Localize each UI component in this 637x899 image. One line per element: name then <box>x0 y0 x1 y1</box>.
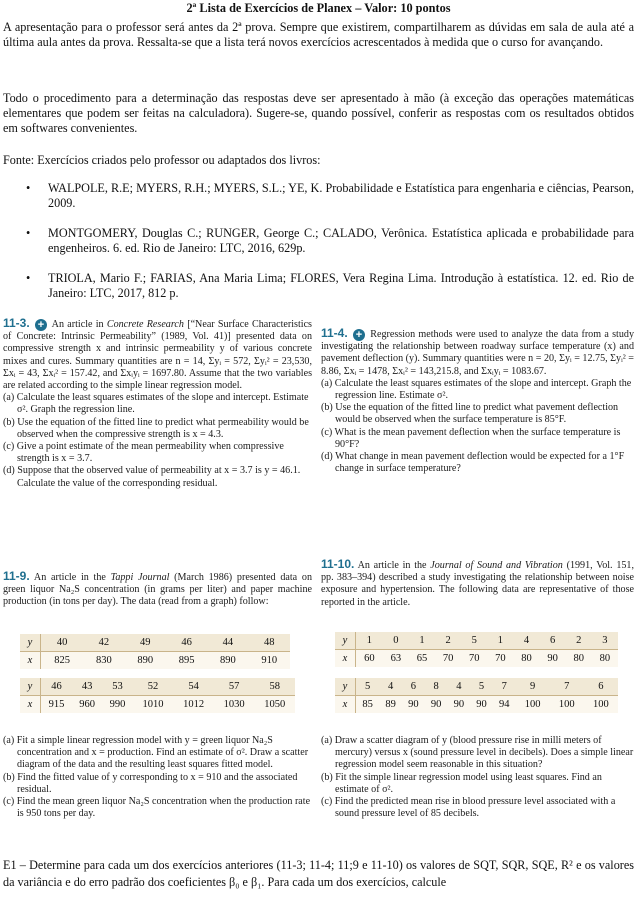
table-row: x 85 89 90 90 90 90 94 100 100 100 <box>335 696 618 714</box>
exercise-item: (d) What change in mean pavement deflection would be expected for a 1°F change in surface temperature? <box>321 451 625 475</box>
bullet-icon: • <box>26 226 31 240</box>
exercise-item: (a) Draw a scatter diagram of y (blood pressure rise in milli meters of mercury) versus x (sound pressure level in decibels). Does a simple linear regression model seem reasonable in this situation? <box>321 735 634 771</box>
data-table <box>335 632 618 667</box>
plus-icon: + <box>353 329 365 341</box>
journal-name: Concrete Research <box>106 319 184 330</box>
table-row: y 1 0 1 2 5 1 4 6 2 3 <box>335 632 618 650</box>
exercise-item: (b) Find the fitted value of y corresponding to x = 910 and the associated residual. <box>3 771 298 795</box>
exercise-11-9-items <box>3 735 312 820</box>
exercise-number: 11-9. <box>3 569 30 583</box>
exercise-item: (d) Suppose that the observed value of permeability at x = 3.7 is y = 46.1. Calculate the value of the corresponding residual. <box>3 465 301 489</box>
table-row: x 60 63 65 70 70 70 80 90 80 80 <box>335 650 618 668</box>
exercise-11-4: 11-4. + Regression methods were used to analyze the data from a study investigating the relationship between roadway surface temperature (x) and pavement deflection (y). Summary quantities were n = 20, Σyᵢ = 12.75, Σyᵢ² = 8.86, Σxᵢ = 1478, Σxᵢ² = 143,215.8, and Σxᵢyᵢ = 1083.67. (a) Calculate the least squares estimates of the slope and intercept. Graph the regression line. Estimate σ². (b) Use the equation of the fitted line to predict what pavement deflection would be observed when the surface temperature is 85°F. (c) What is the mean pavement deflection when the surface temperature is 90°F? (d) What change in mean pavement deflection would be expected for a 1°F change in surface temperature? <box>321 326 634 475</box>
plus-icon: + <box>35 319 47 331</box>
data-table <box>20 634 290 669</box>
table-row: x 915 960 990 1010 1012 1030 1050 <box>20 696 295 714</box>
exercise-11-9: 11-9. An article in the Tappi Journal (March 1986) presented data on green liquor Na₂S concentration (in grams per liter) and paper machine production (in tons per day). The data (read from a graph) follow: <box>3 569 312 608</box>
exercise-item: (b) Use the equation of the fitted line to predict what permeability would be observed when the compressive strength is x = 4.3. <box>3 416 309 440</box>
exercise-number: 11-3. <box>3 316 30 330</box>
exercise-item: (a) Calculate the least squares estimates of the slope and intercept. Graph the regression line. Estimate σ². <box>321 377 632 402</box>
exercise-number: 11-10. <box>321 557 355 571</box>
procedure-paragraph: Todo o procedimento para a determinação das respostas deve ser apresentado à mão (à exceção das operações matemáticas elementares que podem ser feitas na calculadora). Sugere-se, quando possível, conferir as respostas com os resultados obtidos em softwares convenientes. <box>3 91 634 135</box>
document-page: 2ª Lista de Exercícios de Planex – Valor: 10 pontos A apresentação para o professor será antes da 2ª prova. Sempre que existirem, compartilharem as dúvidas em sala de aula até a última aula antes da prova. Ressalta-se que a lista terá novos exercícios acrescentados à medida que o curso for avançando. Todo o procedimento para a determinação das respostas deve ser apresentado à mão (à exceção das operações matemáticas elementares que podem ser feitas na calculadora). Sugere-se, quando possível, conferir as respostas com os resultados obtidos em softwares convenientes. Fonte: Exercícios criados pelo professor ou adaptados dos livros: • WALPOLE, R.E; MYERS, R.H.; MYERS, S.L.; YE, K. Probabilidade e Estatística para engenharia e ciências, Pearson, 2009. • MONTGOMERY, Douglas C.; RUNGER, George C.; CALADO, Verônica. Estatística aplicada e probabilidade para engenheiros. 6. ed. Rio de Janeiro: LTC, 2016, 629p. • TRIOLA, Mario F.; FARIAS, Ana Maria Lima; FLORES, Vera Regina Lima. Introdução à estatística. 12. ed. Rio de Janeiro: LTC, 2017, 812 p. 11-3. + An article in Concrete Research [“Near Surface Characteristics of Concrete: Intrinsic Permeability” (1989, Vol. 41)] presented data on compressive strength x and intrinsic permeability y of various concrete mixes and cures. Summary quantities are n = 14, Σyᵢ = 572, Σyᵢ² = 23,530, Σxᵢ = 43, Σxᵢ² = 157.42, and Σxᵢyᵢ = 1697.80. Assume that the two variables are related according to the simple linear regression model. (a) Calculate the least squares estimates of the slope and intercept. Estimate σ². Graph the regression line. (b) Use the equation of the fitted line to predict what permeability would be observed when the compressive strength is x = 4.3. (c) Give a point estimate of the mean permeability when compressive strength is x = 3.7. (d) Suppose that the observed value of permeability at x = 3.7 is y = 46.1. Calculate the value of the corresponding residual. 11-4. + Regression methods were used to analyze the data from a study investigating the relationship between roadway surface temperature (x) and pavement deflection (y). Summary quantities were n = 20, Σyᵢ = 12.75, Σyᵢ² = 8.86, Σxᵢ = 1478, Σxᵢ² = 143,215.8, and Σxᵢyᵢ = 1083.67. (a) Calculate the least squares estimates of the slope and intercept. Graph the regression line. Estimate σ². (b) Use the equation of the fitted line to predict what pavement deflection would be observed when the surface temperature is 85°F. (c) What is the mean pavement deflection when the surface temperature is 90°F? (d) What change in mean pavement deflection would be expected for a 1°F change in surface temperature? 11-9. An article in the Tappi Journal (March 1986) presented data on green liquor Na₂S concentration (in grams per liter) and paper machine production (in tons per day). The data (read from a graph) follow: y 40 42 49 46 44 48 x 825 830 890 895 890 910 y 46 43 53 52 54 57 58 x 915 960 990 1010 1012 1030 1050 (a) Fit a simple linear regression model with y = green liquor Na₂S concentration and x = production. Find an estimate of σ². Draw a scatter diagram of the data and the resulting least squares fitted model. (b) Find the fitted value of y corresponding to x = 910 and the associated residual. (c) Find the mean green liquor Na₂S concentration when the production rate is 950 tons per day. 11-10. An article in the Journal of Sound and Vibration (1991, Vol. 151, pp. 383–394) described a study investigating the relationship between noise exposure and hypertension. The following data are representative of those reported in the article. y 1 0 1 2 5 1 4 6 2 3 x 60 63 65 70 70 70 80 90 80 80 y 5 4 6 8 4 5 7 9 7 6 x 85 89 90 90 90 90 94 100 100 100 (a) Draw a scatter diagram of y (blood pressure rise in milli meters of mercury) versus x (sound pressure level in decibels). Does a simple linear regression model seem reasonable in this situation? (b) Fit the simple linear regression model using least squares. Find an estimate of σ². (c) Find the predicted mean rise in blood pressure level associated with a sound pressure level of 85 decibels. E1 – Determine para cada um dos exercícios anteriores (11-3; 11-4; 11;9 e 11-10) os valores de SQT, SQR, SQE, R² e os valores da variância e do erro padrão dos coeficientes β₀ e β₁. Para cada um dos exercícios, calcule <box>0 0 637 899</box>
bullet-icon: • <box>26 181 31 195</box>
exercise-item: (a) Fit a simple linear regression model with y = green liquor Na₂S concentration and x = production. Find an estimate of σ². Draw a scatter diagram of the data and the resulting least squares fitted model. <box>3 735 309 771</box>
footer-paragraph: E1 – Determine para cada um dos exercícios anteriores (11-3; 11-4; 11;9 e 11-10) os valores de SQT, SQR, SQE, R² e os valores da variância e do erro padrão dos coeficientes β₀ e β₁. Para cada um dos exercícios, calcule <box>3 858 634 889</box>
bullet-icon: • <box>26 271 31 285</box>
exercise-item: (c) What is the mean pavement deflection when the surface temperature is 90°F? <box>321 426 621 450</box>
page-title: 2ª Lista de Exercícios de Planex – Valor: 10 pontos <box>186 1 451 15</box>
exercise-item: (c) Find the mean green liquor Na₂S concentration when the production rate is 950 tons per day. <box>3 796 311 820</box>
exercise-number: 11-4. <box>321 326 348 340</box>
exercise-item: (b) Use the equation of the fitted line to predict what pavement deflection would be observed when the surface temperature is 85°F. <box>321 402 619 426</box>
data-table <box>335 678 618 713</box>
data-table <box>20 678 295 713</box>
table-row: x 825 830 890 895 890 910 <box>20 652 290 670</box>
exercise-item: (c) Give a point estimate of the mean permeability when compressive strength is x = 3.7. <box>3 441 284 465</box>
journal-name: Tappi Journal <box>110 572 170 583</box>
exercise-item: (a) Calculate the least squares estimates of the slope and intercept. Estimate σ². Graph the regression line. <box>3 392 309 416</box>
table-row: y 40 42 49 46 44 48 <box>20 634 290 652</box>
journal-name: Journal of Sound and Vibration <box>430 560 563 571</box>
table-row: y 46 43 53 52 54 57 58 <box>20 678 295 696</box>
exercise-item: (c) Find the predicted mean rise in blood pressure level associated with a sound pressure level of 85 decibels. <box>321 796 616 820</box>
source-label: Fonte: Exercícios criados pelo professor ou adaptados dos livros: <box>3 153 321 167</box>
table-row: y 5 4 6 8 4 5 7 9 7 6 <box>335 678 618 696</box>
exercise-11-10-items <box>321 735 634 820</box>
exercise-item: (b) Fit the simple linear regression model using least squares. Find an estimate of σ². <box>321 771 602 795</box>
exercise-11-10: 11-10. An article in the Journal of Sound and Vibration (1991, Vol. 151, pp. 383–394) described a study investigating the relationship between noise exposure and hypertension. The following data are representative of those reported in the article. <box>321 557 634 608</box>
exercise-11-3: 11-3. + An article in Concrete Research [“Near Surface Characteristics of Concrete: Intrinsic Permeability” (1989, Vol. 41)] presented data on compressive strength x and intrinsic permeability y of various concrete mixes and cures. Summary quantities are n = 14, Σyᵢ = 572, Σyᵢ² = 23,530, Σxᵢ = 43, Σxᵢ² = 157.42, and Σxᵢyᵢ = 1697.80. Assume that the two variables are related according to the simple linear regression model. (a) Calculate the least squares estimates of the slope and intercept. Estimate σ². Graph the regression line. (b) Use the equation of the fitted line to predict what permeability would be observed when the compressive strength is x = 4.3. (c) Give a point estimate of the mean permeability when compressive strength is x = 3.7. (d) Suppose that the observed value of permeability at x = 3.7 is y = 46.1. Calculate the value of the corresponding residual. <box>3 316 312 489</box>
intro-paragraph: A apresentação para o professor será antes da 2ª prova. Sempre que existirem, compartilharem as dúvidas em sala de aula até a última aula antes da prova. Ressalta-se que a lista terá novos exercícios acrescentados à medida que o curso for avançando. <box>3 20 634 49</box>
